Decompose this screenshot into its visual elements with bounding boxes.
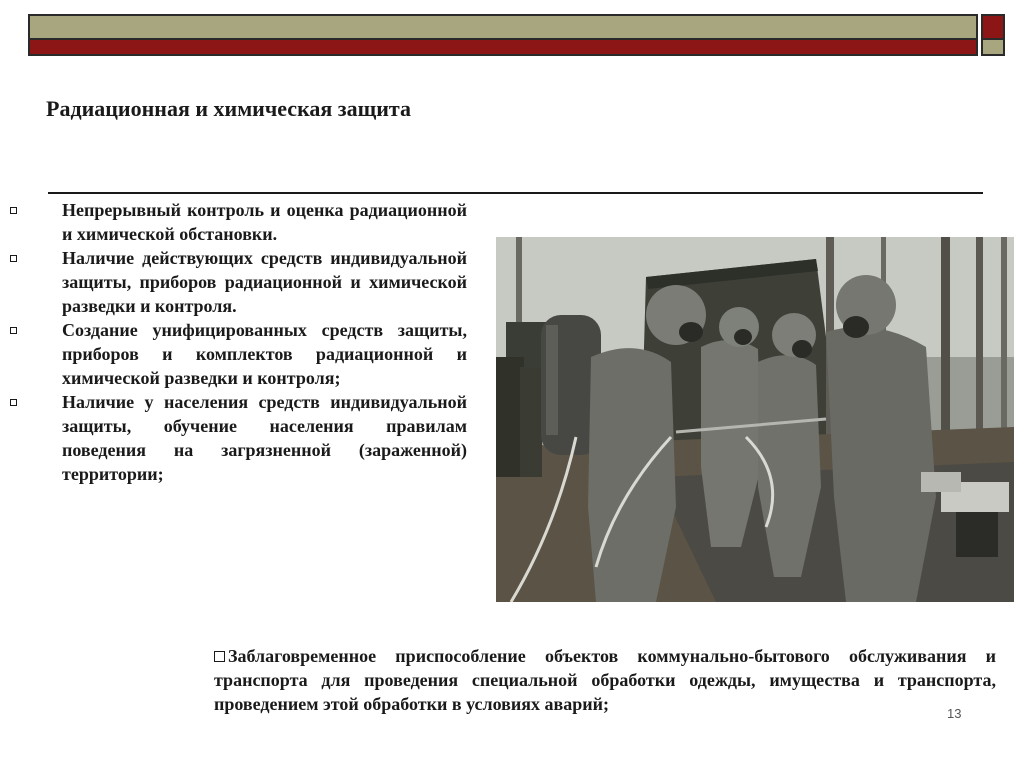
bullet-item	[10, 318, 467, 390]
last-item	[214, 644, 996, 716]
bullet-item	[10, 390, 467, 486]
bullet-item	[10, 198, 467, 246]
header-corner-olive	[981, 40, 1005, 56]
square-bullet-icon	[10, 255, 17, 262]
square-bullet-icon	[10, 207, 17, 214]
hazmat-team-photo	[496, 237, 1014, 602]
square-bullet-icon	[10, 327, 17, 334]
title-divider	[48, 192, 983, 194]
page-number: 13	[947, 706, 962, 721]
checkbox-square-icon	[214, 651, 225, 662]
bullet-text: Наличие у населения средств индивидуальной защиты, обучение населения правилам поведения на загрязненной (зараженной) территории;	[62, 392, 467, 484]
bullet-text: Наличие действующих средств индивидуальной защиты, приборов радиационной и химической разведки и контроля.	[62, 248, 467, 316]
slide-title: Радиационная и химическая защита	[46, 96, 411, 121]
header-corner-red	[981, 14, 1005, 40]
header-bar-red	[28, 40, 978, 56]
last-item-text: Заблаговременное приспособление объектов коммунально-бытового обслуживания и транспорта для проведения специальной обработки одежды, имущества и транспорта, проведением этой обработки в условиях аварий;	[214, 646, 996, 714]
bullet-item	[10, 246, 467, 318]
header-bar-olive	[28, 14, 978, 40]
square-bullet-icon	[10, 399, 17, 406]
bullet-text: Непрерывный контроль и оценка радиационной и химической обстановки.	[62, 200, 467, 244]
bullet-list	[10, 198, 467, 486]
bullet-text: Создание унифицированных средств защиты, приборов и комплектов радиационной и химической разведки и контроля;	[62, 320, 467, 388]
